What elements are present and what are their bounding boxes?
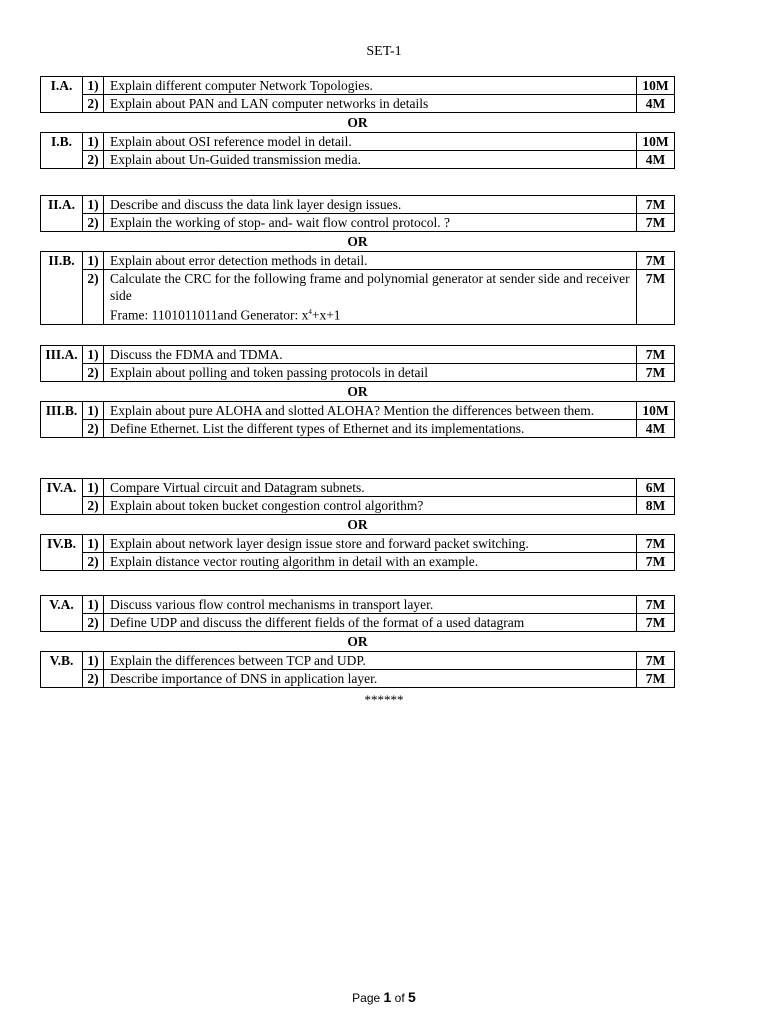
question-text-main: Explain about error detection methods in detail. bbox=[110, 253, 368, 268]
section-label: V.B. bbox=[41, 652, 83, 688]
question-row bbox=[41, 364, 675, 382]
question-marks: 7M bbox=[637, 214, 675, 232]
section-label: V.A. bbox=[41, 596, 83, 632]
question-text-main: Discuss the FDMA and TDMA. bbox=[110, 347, 283, 362]
question-marks: 7M bbox=[637, 364, 675, 382]
end-marker: ****** bbox=[364, 692, 404, 707]
question-text bbox=[104, 151, 637, 169]
section-label: II.B. bbox=[41, 252, 83, 325]
or-separator-row bbox=[41, 515, 675, 535]
question-marks: 4M bbox=[637, 151, 675, 169]
question-row bbox=[41, 252, 675, 270]
question-number: 2) bbox=[83, 420, 104, 438]
question-marks: 6M bbox=[637, 479, 675, 497]
question-text bbox=[104, 270, 637, 325]
section-label: IV.B. bbox=[41, 535, 83, 571]
question-row bbox=[41, 596, 675, 614]
unit-table bbox=[40, 195, 675, 325]
question-row bbox=[41, 214, 675, 232]
question-text bbox=[104, 95, 637, 113]
unit-table bbox=[40, 478, 675, 571]
question-marks: 10M bbox=[637, 77, 675, 95]
question-row bbox=[41, 133, 675, 151]
question-text-main: Explain the working of stop- and- wait flow control protocol. ? bbox=[110, 215, 451, 230]
question-text-main: Explain about Un-Guided transmission media. bbox=[110, 152, 361, 167]
question-text bbox=[104, 420, 637, 438]
question-text bbox=[104, 214, 637, 232]
question-text bbox=[104, 479, 637, 497]
question-text bbox=[104, 670, 637, 688]
question-number: 2) bbox=[83, 553, 104, 571]
question-number: 1) bbox=[83, 535, 104, 553]
question-number: 1) bbox=[83, 133, 104, 151]
or-label: OR bbox=[41, 632, 675, 652]
unit-table bbox=[40, 76, 675, 169]
section-label: III.B. bbox=[41, 402, 83, 438]
crc-frame-line: Frame: 1101011011and Generator: x bbox=[110, 307, 309, 323]
question-text bbox=[104, 364, 637, 382]
question-row bbox=[41, 614, 675, 632]
question-text bbox=[104, 77, 637, 95]
question-text-main: Describe importance of DNS in application layer. bbox=[110, 671, 378, 686]
question-text bbox=[104, 497, 637, 515]
question-number: 2) bbox=[83, 214, 104, 232]
question-text bbox=[104, 652, 637, 670]
footer-page-total: 5 bbox=[408, 989, 416, 1005]
or-separator-row bbox=[41, 382, 675, 402]
question-number: 1) bbox=[83, 196, 104, 214]
page-footer bbox=[0, 989, 768, 1005]
question-number: 1) bbox=[83, 596, 104, 614]
question-number: 1) bbox=[83, 346, 104, 364]
question-text-main: Explain distance vector routing algorithm in detail with an example. bbox=[110, 554, 479, 569]
question-text-main: Explain about pure ALOHA and slotted ALOHA? Mention the differences between them. bbox=[110, 403, 595, 418]
question-text bbox=[104, 535, 637, 553]
footer-page-word: Page bbox=[352, 991, 381, 1005]
question-row bbox=[41, 95, 675, 113]
question-number: 2) bbox=[83, 497, 104, 515]
question-number: 2) bbox=[83, 151, 104, 169]
question-marks: 7M bbox=[637, 346, 675, 364]
question-marks: 7M bbox=[637, 553, 675, 571]
or-separator-row bbox=[41, 232, 675, 252]
polynomial-exponent: 4 bbox=[308, 308, 312, 316]
section-label: IV.A. bbox=[41, 479, 83, 515]
question-text bbox=[104, 402, 637, 420]
question-number: 1) bbox=[83, 252, 104, 270]
question-marks: 8M bbox=[637, 497, 675, 515]
footer-of-word: of bbox=[394, 991, 405, 1005]
question-text-main: Describe and discuss the data link layer design issues. bbox=[110, 197, 402, 212]
question-marks: 7M bbox=[637, 670, 675, 688]
question-number: 2) bbox=[83, 364, 104, 382]
question-text-main: Define Ethernet. List the different types of Ethernet and its implementations. bbox=[110, 421, 525, 436]
or-label: OR bbox=[41, 113, 675, 133]
question-text-main: Explain the differences between TCP and UDP. bbox=[110, 653, 366, 668]
question-number: 1) bbox=[83, 479, 104, 497]
unit-table bbox=[40, 595, 675, 688]
question-marks: 7M bbox=[637, 252, 675, 270]
question-marks: 10M bbox=[637, 402, 675, 420]
question-marks: 4M bbox=[637, 420, 675, 438]
question-number: 1) bbox=[83, 77, 104, 95]
question-number: 2) bbox=[83, 95, 104, 113]
section-label: III.A. bbox=[41, 346, 83, 382]
question-row bbox=[41, 670, 675, 688]
question-text-main: Explain about network layer design issue store and forward packet switching. bbox=[110, 536, 529, 551]
question-row bbox=[41, 652, 675, 670]
question-number: 1) bbox=[83, 402, 104, 420]
question-text bbox=[104, 346, 637, 364]
question-number: 2) bbox=[83, 270, 104, 325]
question-row bbox=[41, 151, 675, 169]
question-marks: 4M bbox=[637, 95, 675, 113]
question-text-main: Explain about PAN and LAN computer networks in details bbox=[110, 96, 429, 111]
question-marks: 7M bbox=[637, 196, 675, 214]
question-text-main: Explain about OSI reference model in detail. bbox=[110, 134, 352, 149]
question-row bbox=[41, 497, 675, 515]
question-text-main: Calculate the CRC for the following frame and polynomial generator at sender side and receiver side bbox=[110, 271, 630, 303]
question-text bbox=[104, 614, 637, 632]
question-marks: 7M bbox=[637, 614, 675, 632]
question-marks: 7M bbox=[637, 596, 675, 614]
question-marks: 7M bbox=[637, 652, 675, 670]
question-text-main: Define UDP and discuss the different fields of the format of a used datagram bbox=[110, 615, 525, 630]
question-text bbox=[104, 133, 637, 151]
question-text-main: Explain about token bucket congestion control algorithm? bbox=[110, 498, 424, 513]
question-text bbox=[104, 553, 637, 571]
or-label: OR bbox=[41, 515, 675, 535]
question-row bbox=[41, 535, 675, 553]
section-label: I.A. bbox=[41, 77, 83, 113]
or-label: OR bbox=[41, 232, 675, 252]
question-text-main: Compare Virtual circuit and Datagram subnets. bbox=[110, 480, 365, 495]
question-number: 2) bbox=[83, 670, 104, 688]
question-row bbox=[41, 420, 675, 438]
question-row bbox=[41, 77, 675, 95]
question-number: 1) bbox=[83, 652, 104, 670]
question-text bbox=[104, 596, 637, 614]
footer-page-number: 1 bbox=[383, 989, 392, 1005]
or-label: OR bbox=[41, 382, 675, 402]
question-marks: 10M bbox=[637, 133, 675, 151]
polynomial-tail: +x+1 bbox=[311, 307, 341, 323]
set-title: SET-1 bbox=[366, 44, 402, 59]
question-text-main: Discuss various flow control mechanisms in transport layer. bbox=[110, 597, 434, 612]
question-text bbox=[104, 252, 637, 270]
or-separator-row bbox=[41, 632, 675, 652]
question-row bbox=[41, 346, 675, 364]
question-marks: 7M bbox=[637, 270, 675, 325]
question-text-main: Explain about polling and token passing protocols in detail bbox=[110, 365, 428, 380]
question-number: 2) bbox=[83, 614, 104, 632]
section-label: II.A. bbox=[41, 196, 83, 232]
question-row bbox=[41, 553, 675, 571]
question-row bbox=[41, 196, 675, 214]
question-row bbox=[41, 402, 675, 420]
question-row bbox=[41, 479, 675, 497]
question-text bbox=[104, 196, 637, 214]
question-text-main: Explain different computer Network Topologies. bbox=[110, 78, 373, 93]
section-label: I.B. bbox=[41, 133, 83, 169]
or-separator-row bbox=[41, 113, 675, 133]
question-row bbox=[41, 270, 675, 325]
unit-table bbox=[40, 345, 675, 438]
question-marks: 7M bbox=[637, 535, 675, 553]
